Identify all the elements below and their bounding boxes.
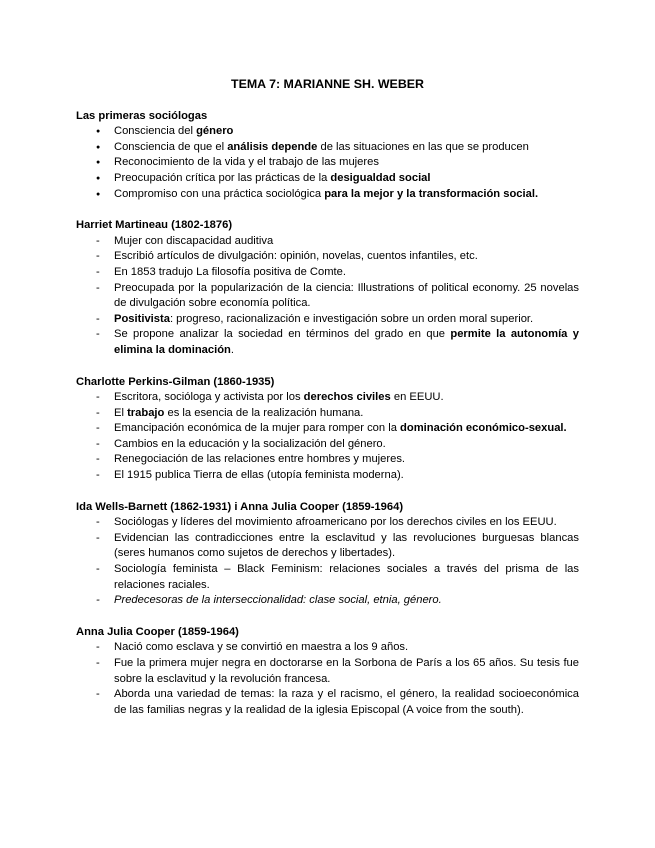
list-item xyxy=(76,312,579,328)
list-item xyxy=(76,281,579,312)
list-item xyxy=(76,249,579,265)
list-item xyxy=(76,640,579,656)
item-bold: dominación económico-sexual. xyxy=(400,422,567,435)
list-item xyxy=(76,515,579,531)
item-bold: permite la autonomía y elimina la dominación xyxy=(114,328,579,356)
section-heading: Charlotte Perkins-Gilman (1860-1935) xyxy=(76,375,275,388)
list-item xyxy=(76,124,579,140)
item-text: Renegociación de las relaciones entre hombres y mujeres. xyxy=(114,453,406,466)
spacer xyxy=(76,484,655,500)
spacer xyxy=(76,359,655,375)
section-heading: Ida Wells-Barnett (1862-1931) i Anna Julia Cooper (1859-1964) xyxy=(76,500,404,513)
list-item xyxy=(76,140,579,156)
item-text: es la esencia de la realización humana. xyxy=(164,406,364,419)
list-item xyxy=(76,327,579,358)
item-bold: para la mejor y la transformación social. xyxy=(324,187,539,200)
item-text: Nació como esclava y se convirtió en maestra a los 9 años. xyxy=(114,641,409,654)
dash-list xyxy=(76,640,579,718)
item-bold: análisis depende xyxy=(227,140,318,153)
item-text: : progreso, racionalización e investigación sobre un orden moral superior. xyxy=(169,312,534,325)
section-anna-julia-cooper xyxy=(76,625,579,719)
item-text: Aborda una variedad de temas: la raza y el racismo, el género, la realidad socioeconómica de las familias negras y la realidad de la iglesia Episcopal (A voice from the south). xyxy=(114,688,579,716)
list-item-italic: - Predecesoras de la interseccionalidad: clase social, etnia, género. xyxy=(76,593,579,609)
list-item xyxy=(76,452,579,468)
item-text: Sociología feminista – Black Feminism: relaciones sociales a través del prisma de las relaciones raciales. xyxy=(114,563,579,591)
item-text: Preocupación crítica por las prácticas de la xyxy=(114,171,331,184)
item-bold: desigualdad social xyxy=(330,171,431,184)
list-item xyxy=(76,656,579,687)
item-text: Escritora, socióloga y activista por los xyxy=(114,391,304,404)
list-item xyxy=(76,155,579,171)
dash-list xyxy=(76,390,579,484)
section-heading: Anna Julia Cooper (1859-1964) xyxy=(76,625,239,638)
item-text: Cambios en la educación y la socialización del género. xyxy=(114,437,386,450)
item-text: Preocupada por la popularización de la ciencia: Illustrations of political economy. 25 novelas de divulgación sobre economía política. xyxy=(114,281,579,310)
dash-list xyxy=(76,234,579,359)
list-item xyxy=(76,437,579,453)
bullet-list xyxy=(76,124,579,202)
item-text: Consciencia del xyxy=(114,125,197,138)
spacer xyxy=(76,93,655,109)
item-text: El 1915 publica Tierra de ellas (utopía feminista moderna). xyxy=(114,469,404,482)
item-text: En 1853 tradujo La filosofía positiva de Comte. xyxy=(114,265,346,278)
page-title: TEMA 7: MARIANNE SH. WEBER xyxy=(231,77,424,91)
item-text: Consciencia de que el xyxy=(114,140,228,153)
list-item xyxy=(76,234,579,250)
item-bold: Positivista xyxy=(114,312,170,325)
item-text: Emancipación económica de la mujer para romper con la xyxy=(114,422,401,435)
spacer xyxy=(76,202,655,218)
list-item xyxy=(76,562,579,593)
item-text: El xyxy=(114,406,128,419)
dash-list xyxy=(76,515,579,609)
item-text: Se propone analizar la sociedad en términos del grado en que xyxy=(114,328,451,341)
list-item xyxy=(76,171,579,187)
section-heading: Las primeras sociólogas xyxy=(76,109,208,122)
spacer xyxy=(76,609,655,625)
list-item xyxy=(76,187,579,203)
list-item xyxy=(76,406,579,422)
list-item xyxy=(76,421,579,437)
list-item xyxy=(76,265,579,281)
section-heading: Harriet Martineau (1802-1876) xyxy=(76,219,233,232)
list-item xyxy=(76,468,579,484)
item-bold: género xyxy=(196,125,234,138)
item-text: Escribió artículos de divulgación: opinión, novelas, cuentos infantiles, etc. xyxy=(114,250,478,263)
item-text: en EEUU. xyxy=(390,391,444,404)
list-item xyxy=(76,390,579,406)
section-harriet-martineau xyxy=(76,218,579,358)
item-text: Compromiso con una práctica sociológica xyxy=(114,187,325,200)
item-text: . xyxy=(230,343,234,356)
section-primeras-sociologas xyxy=(76,109,579,203)
section-wells-barnett-cooper xyxy=(76,500,579,609)
item-text: Fue la primera mujer negra en doctorarse en la Sorbona de París a los 65 años. Su tesis fue sobre la esclavitud y la revolución francesa. xyxy=(114,657,579,685)
item-text: Mujer con discapacidad auditiva xyxy=(114,234,274,247)
item-bold: derechos civiles xyxy=(303,391,391,404)
item-text: Sociólogas y líderes del movimiento afroamericano por los derechos civiles en los EEUU. xyxy=(114,516,557,529)
item-text: Reconocimiento de la vida y el trabajo de las mujeres xyxy=(114,156,379,169)
list-item xyxy=(76,531,579,562)
item-text: Evidencian las contradicciones entre la esclavitud y las revoluciones burguesas blancas (seres humanos como sujetos de derechos y libertades). xyxy=(114,531,579,560)
section-charlotte-perkins-gilman xyxy=(76,375,579,484)
item-text: de las situaciones en las que se producen xyxy=(317,140,529,153)
list-item xyxy=(76,687,579,718)
item-bold: trabajo xyxy=(127,406,165,419)
